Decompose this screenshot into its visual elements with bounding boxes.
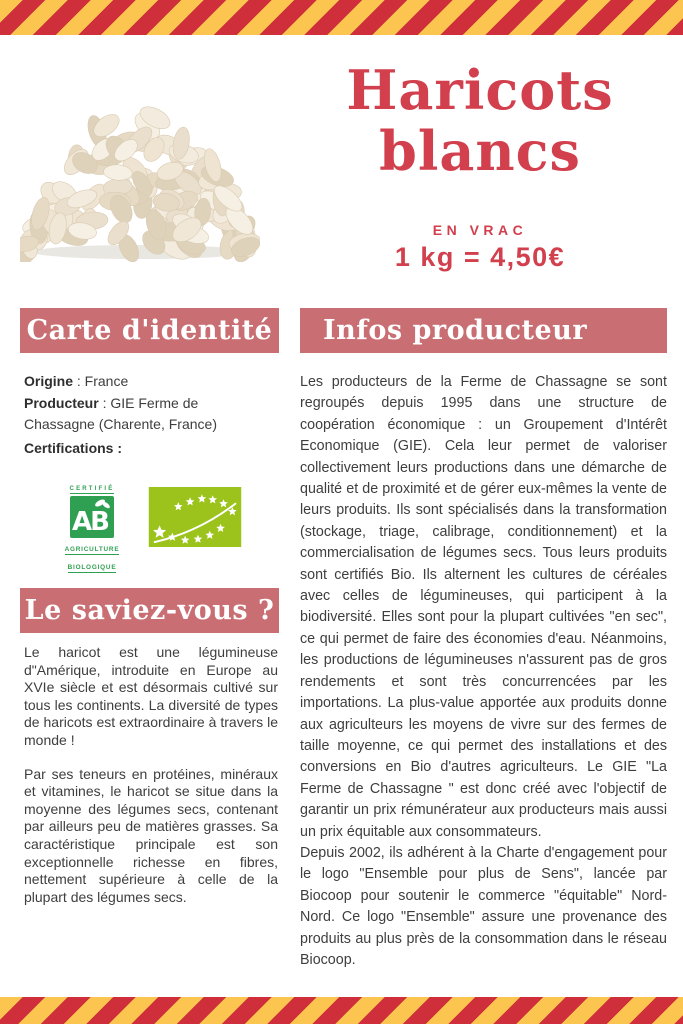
producer-paragraph-1: Les producteurs de la Ferme de Chassagne se sont regroupés depuis 1995 dans une structure de coopération économique : un Groupement d'Intérêt Economique (GIE). Cela leur permet de valoriser collectivement leurs productions dans une démarche de qualité et de proximité et de gérer eux-mêmes la vente de leurs produits. Ils sont spécialisés dans la transformation (stockage, triage, calibrage, conditionnement) et la commercialisation de légumes secs. Tous leurs produits sont certifiés Bio. Ils alternent les cultures de céréales avec celles de légumineuses, qui participent à la biodiversité. Elles sont pour la plupart cultivées "en sec", ce qui permet de faire des économies d'eau. Néanmoins, les productions de légumineuses n'assurent pas de gros rendements et sont très concurrencées par les importations. La plus-value apportée aux produits donne aux agriculteurs les moyens de vivre sur des fermes de taille moyenne, ce qui permet des installations et des conversions en Bio d'autres agriculteurs. Le GIE "La Ferme de Chassagne " est donc créé avec l'objectif de garantir un prix rémunérateur aux producteurs mais aussi un prix équitable aux consommateurs. <box>300 374 667 840</box>
ab-agriculture-text: AGRICULTURE <box>64 546 120 553</box>
identity-section-header: Carte d'identité <box>20 308 279 353</box>
producer-line <box>24 393 260 436</box>
ab-organic-logo <box>64 477 120 574</box>
producer-paragraph-2: Depuis 2002, ils adhérent à la Charte d'engagement pour le logo "Ensemble pour plus de Sens", lancée par Biocoop pour soutenir le commerce "équitable" Nord-Nord. Ce logo "Ensemble" assure une provenance des produits au plus près de la consommation dans le réseau Biocoop. <box>300 844 667 968</box>
product-title-block <box>295 60 665 273</box>
producer-text <box>300 372 667 971</box>
bulk-label: EN VRAC <box>432 222 528 238</box>
svg-text:AB: AB <box>72 507 108 537</box>
eu-organic-leaf-logo <box>148 487 242 547</box>
white-beans-photo <box>20 100 260 262</box>
ab-certified-text: CERTIFIÉ <box>69 486 115 492</box>
ab-logo-icon <box>70 496 114 538</box>
didyouknow-paragraph-1: Le haricot est une légumineuse d"Amérique, introduite en Europe au XVIe siècle et est désormais cultivé sur tous les continents. La diversité de types de haricots est extraordinaire à travers le monde ! <box>24 644 278 748</box>
bottom-warning-stripes <box>0 997 683 1024</box>
producer-label: Producteur <box>24 394 99 411</box>
product-title-line1: Haricots <box>346 58 614 122</box>
producer-value: : GIE Ferme de Chassagne (Charente, France) <box>24 394 217 432</box>
top-warning-stripes <box>0 0 683 35</box>
beans-shadow <box>32 245 248 259</box>
origin-value: : France <box>73 373 129 389</box>
certifications-label: Certifications : <box>24 440 123 456</box>
beans-group <box>20 102 260 262</box>
origin-label: Origine <box>24 373 74 389</box>
didyouknow-text <box>24 644 278 906</box>
price-label: 1 kg = 4,50€ <box>394 242 566 272</box>
product-title-line2: blancs <box>379 119 581 183</box>
identity-info <box>24 371 260 436</box>
didyouknow-paragraph-2: Par ses teneurs en protéines, minéraux et vitamines, le haricot se situe dans la moyenne des légumes secs, contenant par ailleurs peu de matières grasses. Sa caractéristique principale est son exceptionnelle richesse en fibres, nettement supérieure à celle de la plupart des légumes secs. <box>24 765 278 905</box>
producer-section-header: Infos producteur <box>300 308 667 353</box>
origin-line <box>24 371 260 393</box>
didyouknow-section-header: Le saviez-vous ? <box>20 588 279 633</box>
ab-biologique-text: BIOLOGIQUE <box>67 564 117 571</box>
